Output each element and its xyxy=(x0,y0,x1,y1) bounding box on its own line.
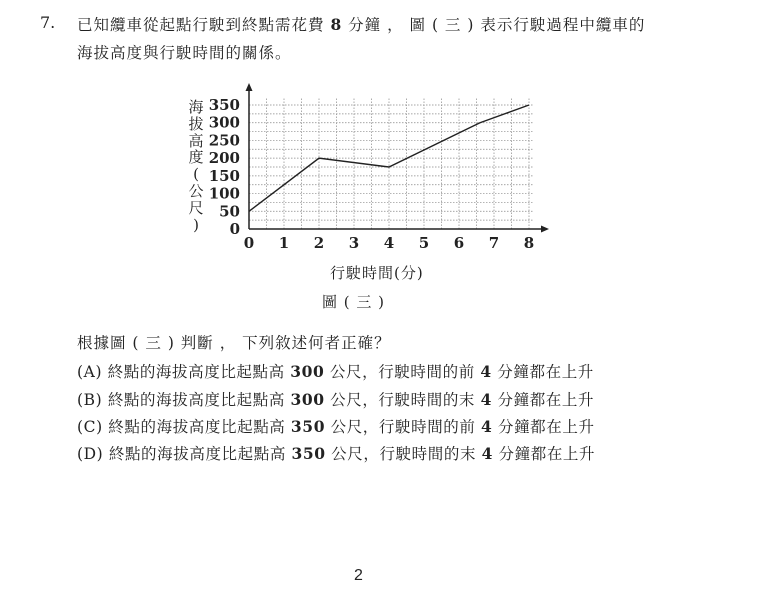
option-text: 終點的海拔高度比起點高 xyxy=(102,418,291,436)
option-text: 公尺，行駛時間的前 xyxy=(325,418,482,436)
y-axis-title-char: 度 xyxy=(188,148,204,167)
x-tick-label: 4 xyxy=(383,234,395,252)
option-text: 分鐘都在上升 xyxy=(493,445,596,463)
option-minutes-value: 4 xyxy=(481,444,493,463)
option-label: (C) xyxy=(77,418,103,436)
option-height-value: 300 xyxy=(290,390,325,409)
option-text: 終點的海拔高度比起點高 xyxy=(103,445,292,463)
option-minutes-value: 4 xyxy=(480,362,492,381)
x-tick-label: 7 xyxy=(488,234,500,252)
altitude-time-chart xyxy=(200,80,550,260)
y-axis-title-char: 拔 xyxy=(188,114,204,133)
y-tick-label: 200 xyxy=(208,149,240,168)
answer-option[interactable] xyxy=(77,415,595,437)
option-text: 公尺，行駛時間的前 xyxy=(324,363,481,381)
option-height-value: 350 xyxy=(291,444,326,463)
stem-minutes-value: 8 xyxy=(330,15,343,34)
option-label: (D) xyxy=(77,445,104,463)
option-text: 公尺，行駛時間的末 xyxy=(324,391,481,409)
question-stem-line-1 xyxy=(77,13,645,35)
y-axis-title-char: ( xyxy=(193,165,199,184)
answer-option[interactable] xyxy=(77,360,594,382)
stem-text-c: 分鐘 ， 圖 ( 三 ) 表示行駛過程中纜車的 xyxy=(342,16,646,34)
x-tick-label: 1 xyxy=(278,234,290,252)
x-axis-arrow xyxy=(541,226,549,233)
option-text: 分鐘都在上升 xyxy=(491,391,595,409)
answer-option[interactable] xyxy=(77,388,594,410)
option-minutes-value: 4 xyxy=(480,390,492,409)
page-number: 2 xyxy=(354,567,363,584)
option-text: 終點的海拔高度比起點高 xyxy=(102,363,291,381)
option-text: 分鐘都在上升 xyxy=(492,418,595,436)
y-axis-arrow xyxy=(246,83,253,91)
x-tick-label: 3 xyxy=(348,234,360,252)
question-prompt: 根據圖 ( 三 ) 判斷 ， 下列敘述何者正確？ xyxy=(77,334,391,352)
answer-option[interactable] xyxy=(77,442,595,464)
option-label: (B) xyxy=(77,391,103,409)
option-label: (A) xyxy=(77,363,103,381)
y-tick-label: 300 xyxy=(208,113,240,132)
y-tick-label: 50 xyxy=(219,202,240,221)
stem-text-a: 已知纜車從起點行駛到終點需花費 xyxy=(77,16,331,34)
y-axis-title-char: 尺 xyxy=(188,198,204,217)
option-height-value: 300 xyxy=(290,362,325,381)
question-stem-line-2: 海拔高度與行駛時間的關係。 xyxy=(77,44,292,62)
x-tick-label: 8 xyxy=(523,234,535,252)
x-tick-label: 6 xyxy=(453,234,465,252)
x-tick-label: 0 xyxy=(243,234,255,252)
y-tick-label: 0 xyxy=(229,220,240,238)
x-tick-label: 2 xyxy=(313,234,325,252)
option-text: 終點的海拔高度比起點高 xyxy=(102,391,291,409)
y-tick-label: 250 xyxy=(208,131,240,150)
figure-caption: 圖 ( 三 ) xyxy=(322,293,386,311)
option-height-value: 350 xyxy=(290,417,326,436)
x-axis-title: 行駛時間(分) xyxy=(330,264,424,282)
y-axis-title-char: ) xyxy=(193,215,199,234)
option-text: 公尺，行駛時間的末 xyxy=(325,445,482,463)
y-tick-label: 150 xyxy=(208,166,240,185)
y-tick-label: 100 xyxy=(208,184,240,203)
x-tick-label: 5 xyxy=(418,234,430,252)
y-axis-title-char: 公 xyxy=(188,181,204,200)
question-number: 7. xyxy=(40,13,56,32)
option-minutes-value: 4 xyxy=(481,417,493,436)
option-text: 分鐘都在上升 xyxy=(491,363,594,381)
y-axis-title-char: 海 xyxy=(188,98,204,116)
y-axis-title-char: 高 xyxy=(188,131,204,150)
y-tick-label: 350 xyxy=(208,96,240,114)
